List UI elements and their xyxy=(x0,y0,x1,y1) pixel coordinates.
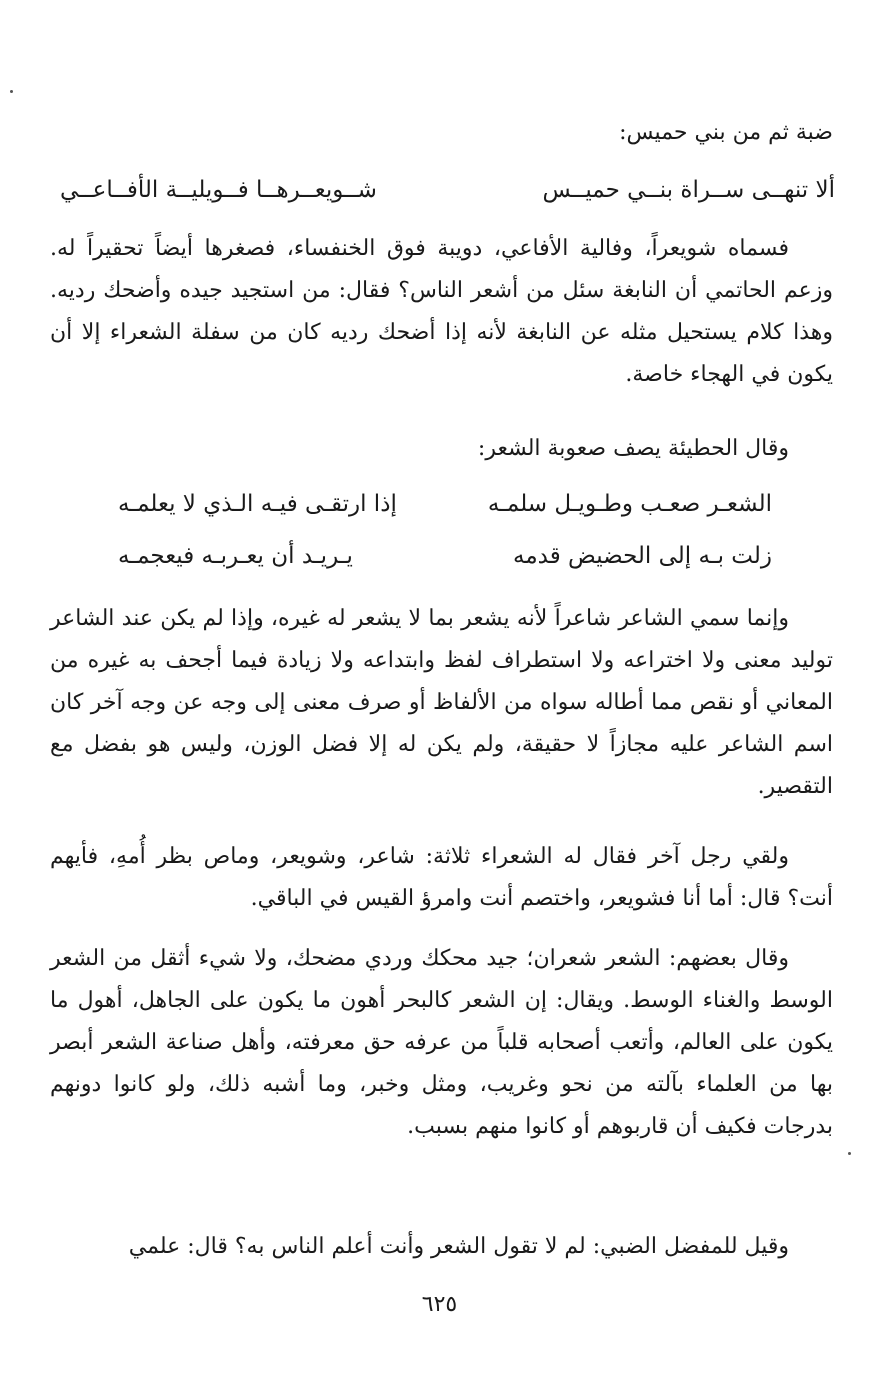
scan-speck xyxy=(848,1152,851,1155)
paragraph-4: ولقي رجل آخر فقال له الشعراء ثلاثة: شاعر، وشويعر، وماص بظر أُمهِ، فأيهم أنت؟ قال: أما أنا فشويعر، واختصم أنت وامرؤ القيس في الباقي. xyxy=(50,844,833,911)
paragraph-6: وقيل للمفضل الضبي: لم لا تقول الشعر وأنت أعلم الناس به؟ قال: علمي xyxy=(128,1234,789,1259)
verse-2-second-hemistich: إذا ارتقـى فيـه الـذي لا يعلمـه xyxy=(118,491,397,517)
scan-speck xyxy=(10,90,13,93)
verse-1-first-hemistich: ألا تنهــى ســراة بنــي حميــس xyxy=(542,177,835,203)
paragraph-5: وقال بعضهم: الشعر شعران؛ جيد محكك وردي مضحك، ولا شيء أثقل من الشعر الوسط والغناء الوسط. ويقال: إن الشعر كالبحر أهون ما يكون على الجاهل، أهول ما يكون على العالم، وأتعب أصحابه قلباً من عرفه حق معرفته، وأهل صناعة الشعر أبصر بها من العلماء بآلته من نحو وغريب، ومثل وخبر، وما أشبه ذلك، ولو كانوا دونهم بدرجات فكيف أن قاربوهم أو كانوا منهم بسبب. xyxy=(50,946,833,1139)
intro-line: ضبة ثم من بني حميس: xyxy=(619,120,833,145)
verse-1-second-hemistich: شــويعــرهــا فــويليــة الأفــاعــي xyxy=(60,177,377,203)
verse-2-first-hemistich: الشعـر صعـب وطـويـل سلمـه xyxy=(487,491,772,517)
paragraph-1: فسماه شويعراً، وفالية الأفاعي، دويبة فوق الخنفساء، فصغرها أيضاً تحقيراً له. وزعم الحاتمي أن النابغة سئل من أشعر الناس؟ فقال: من استجيد جيده وأضحك رديه. وهذا كلام يستحيل مثله عن النابغة لأنه إذا أضحك رديه كان من سفلة الشعراء إلا أن يكون في الهجاء خاصة. xyxy=(50,236,834,387)
verse-3-second-hemistich: يـريـد أن يعـربـه فيعجمـه xyxy=(118,543,353,569)
paragraph-2: وقال الحطيئة يصف صعوبة الشعر: xyxy=(477,436,789,461)
paragraph-3: وإنما سمي الشاعر شاعراً لأنه يشعر بما لا يشعر له غيره، وإذا لم يكن عند الشاعر توليد معنى ولا اختراعه ولا استطراف لفظ وابتداعه ولا زيادة فيما أجحف به غيره من المعاني أو نقص مما أطاله سواه من الألفاظ أو صرف معنى إلى وجه عن وجه آخر كان اسم الشاعر عليه مجازاً لا حقيقة، ولم يكن له إلا فضل الوزن، وليس هو بفضل مع التقصير. xyxy=(50,606,833,799)
page-number: ٦٢٥ xyxy=(421,1292,458,1317)
verse-3-first-hemistich: زلت بـه إلى الحضيض قدمه xyxy=(512,543,772,569)
